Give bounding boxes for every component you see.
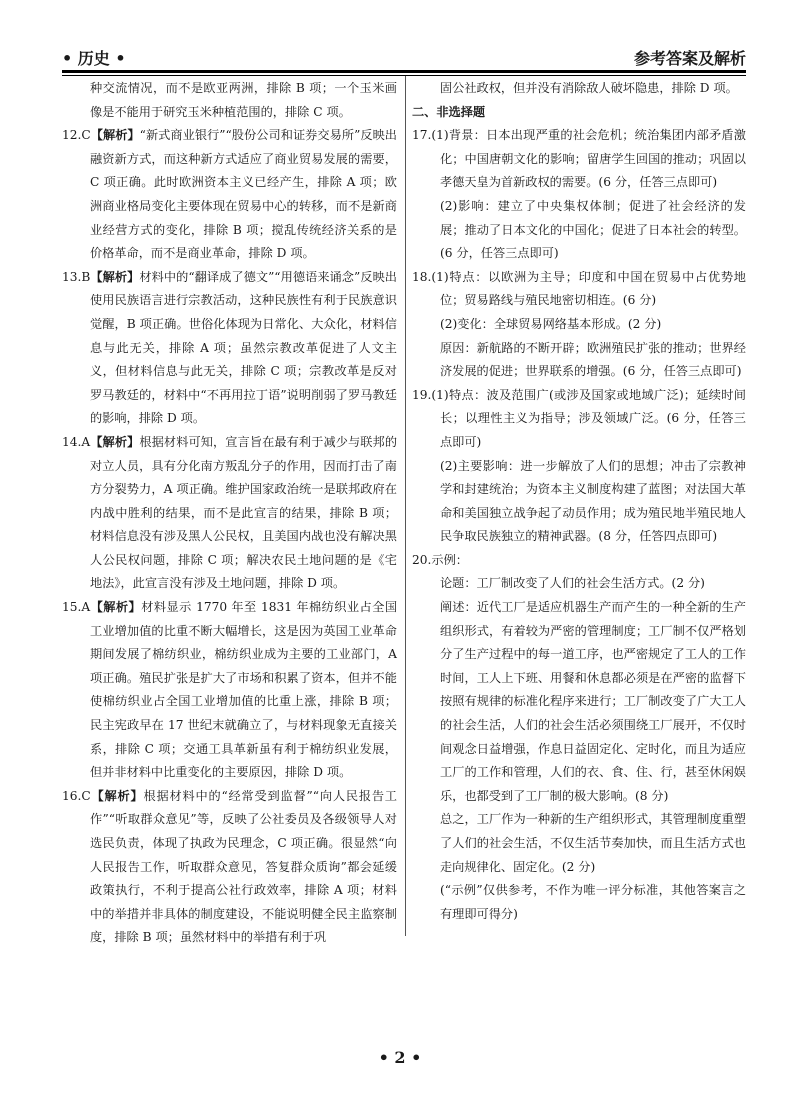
analysis-tag: 【解析】 [90,600,142,615]
section-title: 二、非选择题 [412,104,486,119]
answer-18-part2: (2)变化：全球贸易网络基本形成。(2 分) [440,316,662,331]
analysis-tag: 【解析】 [90,788,144,803]
answer-text: 材料中的“翻译成了德文”“用德语来诵念”反映出使用民族语言进行宗教活动，这种民族性有利于民族意识觉醒，B 项正确。世俗化体现为日常化、大众化，材料信息与此无关，排除 A 项；虽然宗教改革促进了人文主义，但材料信息与此无关，排除 C 项；宗教改革是反对罗马教廷的，材料中“不再用拉丁语”说明削弱了罗马教廷的影响，排除 D 项。 [90,269,397,426]
answer-20-explanation: 阐述：近代工厂是适应机器生产而产生的一种全新的生产组织形式，有着较为严密的管理制度；工厂制不仅严格划分了生产过程中的每一道工序，也严密规定了工人的工作时间，工人上下班、用餐和休息都必须是在严密的监督下按照有规律的标准化程序来进行；工厂制改变了广大工人的社会生活，人们的社会生活必须围绕工厂展开，不仅时间观念日益增强，作息日益固定化、定时化，而且为适应工厂的工作和管理，人们的衣、食、住、行，甚至休闲娱乐，也都受到了工厂制的极大影响。(8 分) [440,600,746,803]
answer-18-reason: 原因：新航路的不断开辟；欧洲殖民扩张的推动；世界经济发展的促进；世界联系的增强。(6 分，任答三点即可) [440,340,746,379]
answer-text: 根据材料中的“经常受到监督”“向人民报告工作”“听取群众意见”等，反映了公社委员及各级领导人对选民负责，体现了执政为民理念，C 项正确。很显然“向人民报告工作，听取群众意见，答复群众质询”都会延缓政策执行，不利于提高公社行政效率，排除 A 项；材料中的举措并非具体的制度建设，不能说明健全民主监察制度，排除 B 项；虽然材料中的举措有利于巩 [90,788,397,945]
answer-12 [62,124,397,266]
answer-11-continued: 种交流情况，而不是欧亚两洲，排除 B 项；一个玉米画像是不能用于研究玉米种植范围的，排除 C 项。 [90,81,397,119]
answer-20-note: (“示例”仅供参考，不作为唯一评分标准，其他答案言之有理即可得分) [440,883,746,921]
answer-text: “新式商业银行”“股份公司和证券交易所”反映出融资新方式，而这种新方式适应了商业贸易发展的需要，C 项正确。此时欧洲资本主义已经产生，排除 A 项；欧洲商业格局变化主要体现在贸易中心的转移，而不是新商业经营方式的变化，排除 B 项；搅乱传统经济关系的是价格革命，而不是商业革命，排除 D 项。 [90,128,397,261]
answer-number: 12.C [62,128,91,143]
answer-13 [62,266,397,431]
answer-17-part2: (2)影响：建立了中央集权体制；促进了社会经济的发展；推动了日本文化的中国化；促进了日本社会的转型。(6 分，任答三点即可) [440,198,746,261]
subject-label: • 历史 • [62,49,126,68]
analysis-tag: 【解析】 [90,434,140,449]
answer-20-heading: 20.示例： [412,552,468,567]
column-divider [405,76,406,936]
analysis-tag: 【解析】 [90,269,140,284]
answer-number: 13.B [62,269,91,284]
answer-16 [62,785,397,950]
answer-number: 15.A [62,600,91,615]
answer-20-thesis: 论题：工厂制改变了人们的社会生活方式。(2 分) [440,576,705,591]
answer-14 [62,431,397,596]
answer-text: 根据材料可知，宣言旨在最有利于减少与联邦的对立人员，具有分化南方叛乱分子的作用，因而打击了南方分裂势力，A 项正确。维护国家政治统一是联邦政府在内战中胜利的结果，而不是此宣言的结果，排除 B 项；材料信息没有涉及黑人公民权，且美国内战也没有解决黑人公民权问题，排除 C 项；解决农民土地问题的是《宅地法》，此宣言没有涉及土地问题，排除 D 项。 [90,434,398,591]
page-number: • 2 • [378,1048,422,1067]
section-label: 参考答案及解析 [633,49,746,68]
right-column [412,77,746,926]
answer-18-part1: 18.(1)特点：以欧洲为主导；印度和中国在贸易中占优势地位；贸易路线与殖民地密切相连。(6 分) [412,269,746,308]
answer-17-part1: 17.(1)背景：日本出现严重的社会危机；统治集团内部矛盾激化；中国唐朝文化的影响；留唐学生回国的推动；巩固以孝德天皇为首新政权的需要。(6 分，任答三点即可) [412,128,746,190]
analysis-tag: 【解析】 [90,128,140,143]
answer-text: 材料显示 1770 年至 1831 年棉纺织业占全国工业增加值的比重不断大幅增长，这是因为英国工业革命期间发展了棉纺织业，棉纺织业成为主要的工业部门，A 项正确。殖民扩张是扩大了市场和积累了资本，但并不能使棉纺织业占全国工业增加值的比重上涨，排除 B 项；民主宪政早在 17 世纪末就确立了，与材料现象无直接关系，排除 C 项；交通工具革新虽有利于棉纺织业发展，但并非材料中比重变化的主要原因，排除 D 项。 [90,600,398,780]
page-header [62,44,746,68]
answer-number: 16.C [62,788,91,803]
left-column [62,77,397,950]
header-rule [62,70,746,76]
answer-20-summary: 总之，工厂作为一种新的生产组织形式，其管理制度重塑了人们的社会生活，不仅生活节奏加快，而且生活方式也走向规律化、固定化。(2 分) [440,812,746,874]
answer-16-continued: 固公社政权，但并没有消除敌人破坏隐患，排除 D 项。 [440,81,738,95]
answer-15 [62,596,397,785]
answer-19-part1: 19.(1)特点：波及范围广(或涉及国家或地域广泛)；延续时间长；以理性主义为指导；涉及领域广泛。(6 分，任答三点即可) [412,387,746,449]
answer-number: 14.A [62,434,91,449]
answer-19-part2: (2)主要影响：进一步解放了人们的思想；冲击了宗教神学和封建统治；为资本主义制度构建了蓝图；对法国大革命和美国独立战争起了动员作用；成为殖民地半殖民地人民争取民族独立的精神武器。(8 分，任答四点即可) [440,458,746,544]
